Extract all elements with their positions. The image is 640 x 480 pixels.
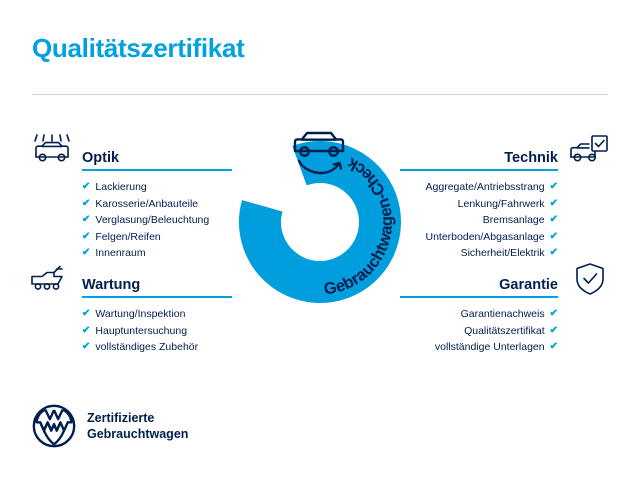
list-item-label: Unterboden/Abgasanlage <box>425 230 545 243</box>
block-garantie-underline <box>400 296 558 298</box>
block-technik-underline <box>400 169 558 171</box>
badge-arc-text: Gebrauchtwagen-Check <box>322 153 397 299</box>
block-optik-title: Optik <box>82 150 120 166</box>
check-icon: ✔ <box>549 308 558 320</box>
list-item <box>82 179 232 196</box>
block-technik <box>400 145 558 262</box>
list-item-label: Lenkung/Fahrwerk <box>457 197 545 210</box>
check-icon: ✔ <box>549 181 558 193</box>
check-icon: ✔ <box>549 324 558 336</box>
check-icon: ✔ <box>549 214 558 226</box>
list-item-label: Karosserie/Anbauteile <box>95 197 199 210</box>
block-optik-list <box>82 179 232 262</box>
badge-360-check <box>227 118 413 304</box>
check-icon: ✔ <box>82 214 91 226</box>
block-wartung-title: Wartung <box>82 277 141 293</box>
block-garantie <box>400 272 558 356</box>
check-icon: ✔ <box>549 197 558 209</box>
list-item-label: Qualitätszertifikat <box>464 324 545 337</box>
block-technik-list <box>400 179 558 262</box>
list-item <box>400 306 558 323</box>
list-item-label: vollständiges Zubehör <box>95 341 199 353</box>
car-wash-icon <box>30 133 74 167</box>
block-optik-underline <box>82 169 232 171</box>
check-icon: ✔ <box>82 181 91 193</box>
footer-line-2: Gebrauchtwagen <box>87 427 189 441</box>
list-item <box>82 323 232 340</box>
check-icon: ✔ <box>82 230 91 242</box>
list-item-label: Aggregate/Antriebsstrang <box>425 181 545 193</box>
list-item-label: Verglasung/Beleuchtung <box>95 214 210 226</box>
check-icon: ✔ <box>549 247 558 259</box>
block-wartung <box>82 272 232 356</box>
check-icon: ✔ <box>82 308 91 320</box>
list-item <box>82 229 232 246</box>
block-technik-header <box>400 145 558 171</box>
block-technik-title: Technik <box>504 150 558 166</box>
block-garantie-title: Garantie <box>499 277 558 293</box>
badge-degrees: 360° <box>288 202 352 237</box>
list-item-label: Bremsanlage <box>482 214 545 226</box>
check-icon: ✔ <box>82 324 91 336</box>
oil-can-icon <box>28 262 74 296</box>
block-wartung-underline <box>82 296 232 298</box>
car-front-icon <box>279 118 361 180</box>
list-item-label: Sicherheit/Elektrik <box>460 247 545 259</box>
list-item-label: Wartung/Inspektion <box>95 308 186 320</box>
block-wartung-list <box>82 306 232 356</box>
list-item <box>400 323 558 340</box>
check-icon: ✔ <box>82 247 91 259</box>
footer-line-1: Zertifizierte <box>87 411 155 425</box>
check-icon: ✔ <box>549 230 558 242</box>
check-icon: ✔ <box>82 341 91 353</box>
footer-text <box>87 410 188 442</box>
list-item-label: Felgen/Reifen <box>95 230 161 243</box>
list-item <box>82 196 232 213</box>
block-garantie-list <box>400 306 558 356</box>
list-item-label: Garantienachweis <box>460 308 545 320</box>
block-optik <box>82 145 232 262</box>
list-item <box>400 212 558 229</box>
vw-logo <box>32 404 76 448</box>
list-item <box>400 339 558 356</box>
footer-brand <box>32 404 188 448</box>
list-item <box>82 245 232 262</box>
block-garantie-header <box>400 272 558 298</box>
list-item-label: Innenraum <box>95 247 146 259</box>
header-divider <box>32 94 608 95</box>
shield-check-icon <box>573 261 607 297</box>
check-icon: ✔ <box>82 197 91 209</box>
list-item-label: vollständige Unterlagen <box>434 341 545 353</box>
list-item <box>400 229 558 246</box>
list-item <box>82 339 232 356</box>
list-item-label: Hauptuntersuchung <box>95 324 188 337</box>
list-item-label: Lackierung <box>95 181 147 193</box>
block-wartung-header <box>82 272 232 298</box>
page-title: Qualitätszertifikat <box>32 33 245 63</box>
list-item <box>400 179 558 196</box>
block-optik-header <box>82 145 232 171</box>
list-item <box>400 196 558 213</box>
list-item <box>400 245 558 262</box>
check-icon: ✔ <box>549 341 558 353</box>
car-check-icon <box>568 133 610 167</box>
list-item <box>82 212 232 229</box>
list-item <box>82 306 232 323</box>
